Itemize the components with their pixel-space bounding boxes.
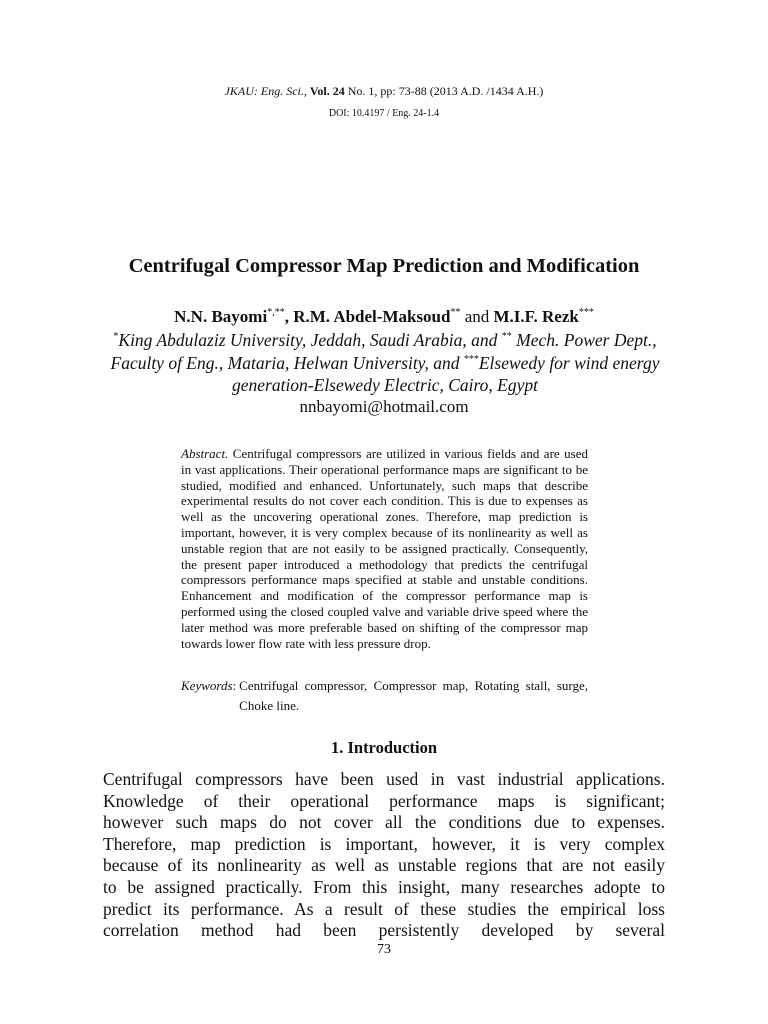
body-line: to be assigned practically. From this insight, many researches adopte to: [103, 876, 665, 897]
body-line: Centrifugal compressors have been used in vast industrial applications.: [103, 769, 665, 789]
issue-info: No. 1, pp: 73-88 (2013 A.D. /1434 A.H.): [347, 84, 544, 98]
body-line: predict its performance. As a result of these studies the empirical loss: [103, 898, 665, 919]
abstract: [181, 446, 588, 651]
affiliation-3: Elsewedy for wind energy generation-Elsewedy Electric, Cairo, Egypt: [231, 352, 660, 395]
affiliation-1: King Abdulaziz University, Jeddah, Saudi Arabia, and: [118, 330, 502, 350]
author-conjunction: and: [460, 307, 494, 326]
author-2-rest: . Abdel-Maksoud: [325, 307, 451, 326]
affiliation-3-mark: ***: [463, 353, 479, 365]
author-3-name: M.I.F. Rezk: [493, 307, 579, 326]
page-number: 73: [377, 942, 391, 957]
paper-title: Centrifugal Compressor Map Prediction and Modification: [128, 255, 640, 277]
body-line: Knowledge of their operational performance maps is significant;: [103, 790, 665, 811]
author-list: [0, 306, 768, 328]
author-3-affiliation-mark: ***: [578, 307, 594, 318]
author-1-affiliation-mark: *,**: [267, 307, 285, 318]
body-line: Therefore, map prediction is important, however, it is very complex: [103, 833, 665, 854]
body-line: correlation method had been persistently developed by several: [103, 920, 665, 941]
affiliation-2: Mech. Power Dept., Faculty of Eng., Mataria, Helwan University, and: [110, 330, 657, 373]
author-2-first: , R.M: [284, 307, 326, 326]
author-2-affiliation-mark: **: [450, 307, 461, 318]
journal-name: JKAU: Eng. Sci.,: [224, 84, 307, 98]
body-line: however such maps do not cover all the conditions due to expenses.: [103, 812, 665, 833]
affiliation-2-mark: **: [501, 331, 512, 342]
keywords-text: Centrifugal compressor, Compressor map, Rotating stall, surge, Choke line.: [239, 678, 588, 713]
body-line: because of its nonlinearity as well as unstable regions that are not easily: [103, 855, 665, 876]
introduction-body: [103, 769, 665, 942]
doi: DOI: 10.4197 / Eng. 24-1.4: [328, 108, 440, 119]
keywords: [181, 676, 588, 716]
affiliation-1-mark: *: [113, 331, 119, 342]
section-heading: 1. Introduction: [330, 738, 438, 757]
abstract-label: Abstract.: [181, 446, 229, 461]
keywords-colon: :: [232, 678, 237, 693]
journal-citation: [0, 84, 768, 98]
affiliations: [104, 329, 666, 397]
keywords-label-text: Keywords: [181, 678, 233, 693]
keywords-label: [181, 676, 236, 716]
abstract-text: Centrifugal compressors are utilized in various fields and are used in vast applications. Their operational performance maps are significant to be studied, modified and enhanced. Unfortunately, such maps that describe experimental results do not cover each condition. This is due to expenses as well as the uncovering operational zones. Therefore, map prediction is important, however, it is very complex because of its nonlinearity as well as unstable region that are not easily to be assigned practically. Consequently, the present paper introduced a methodology that predicts the centrifugal compressors performance maps specified at stable and unstable conditions. Enhancement and modification of the compressor performance map is performed using the closed coupled valve and variable drive speed where the later method was more preferable based on shifting of the compressor map towards lower flow rate with less pressure drop.: [181, 446, 588, 651]
author-1-name: N.N. Bayomi: [174, 307, 268, 326]
contact-email: nnbayomi@hotmail.com: [299, 397, 469, 416]
volume-label: Vol. 24: [309, 84, 345, 98]
